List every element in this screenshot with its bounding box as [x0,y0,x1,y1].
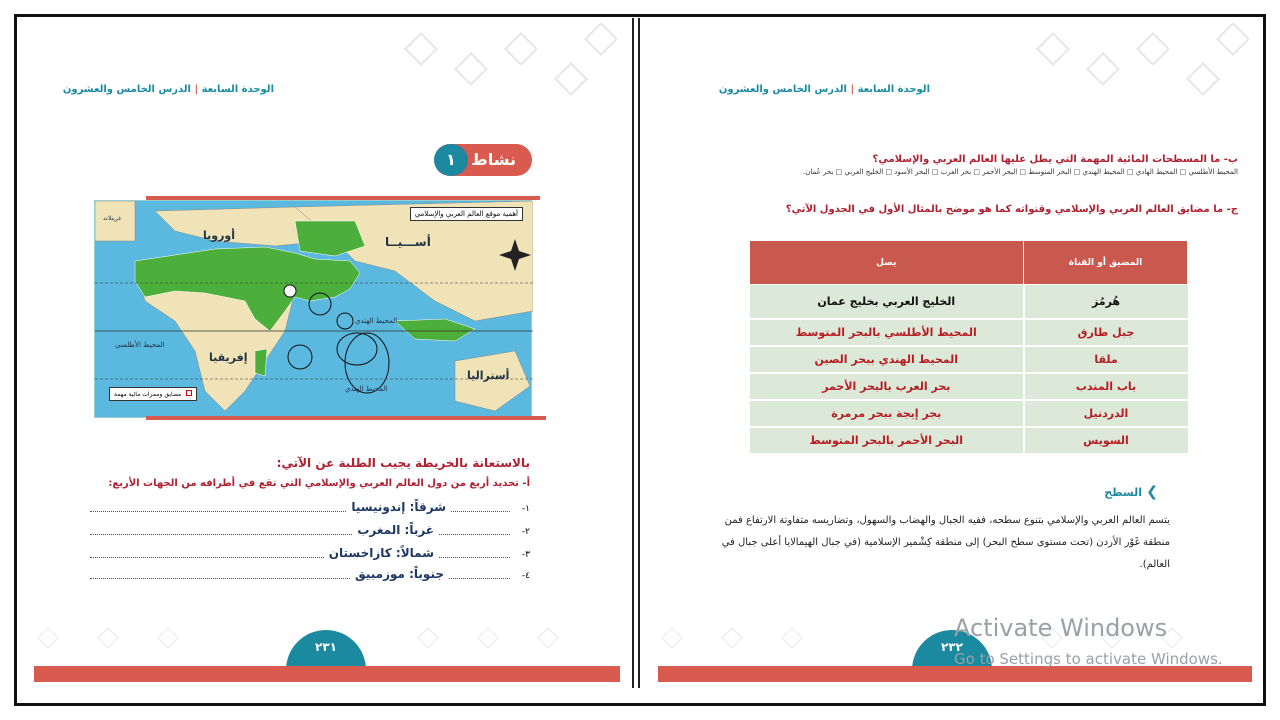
activity-number: ١ [434,144,468,176]
answer-value: شمالاً: كازاخستان [325,546,438,560]
label-australia: أستراليا [467,369,510,382]
activate-windows-title: Activate Windows [954,614,1168,642]
label-indian-ocean-2: المحيط الهندي [345,385,388,393]
surface-heading: السطح [1104,486,1142,499]
table-row [749,427,1188,454]
answer-number: ١- [521,504,530,514]
connects-cell: المحيط الهندي ببحر الصين [749,346,1024,373]
label-africa: إفريقيا [209,351,248,364]
unit-label: الوحدة السابعة [201,84,274,95]
surface-paragraph: يتسم العالم العربي والإسلامي بتنوع سطحه، ففيه الجبال والهضاب والسهول، وتضاريسه متفاوتة الارتفاع فمن منطقة غَوْر الأردن (تحت مستوى سطح البحر) إلى منطقة كِشْمير الإسلامية (في جبال الهيمالايا أعلى جبال في العالم). [721,515,1170,570]
page-header [63,84,274,95]
table-row [749,400,1188,427]
activity-label: نشاط [471,150,516,169]
straits-table [748,240,1188,455]
table-row [749,346,1188,373]
question-c: ج- ما مضايق العالم العربي والإسلامي وقنواته كما هو موضح بالمثال الأول في الجدول الآتي؟ [785,204,1238,215]
legend-text: مضايق وممرات مائية مهمة [114,391,182,398]
dotted-line [90,557,510,558]
footer-bar [34,666,620,682]
label-asia: أســـيــا [385,235,431,249]
map-bottom-bar [146,416,546,420]
dotted-line [90,534,510,535]
answer-line [90,502,530,520]
lesson-label: الدرس الخامس والعشرون [62,84,191,95]
table-row [749,319,1188,346]
strait-cell: باب المندب [1024,373,1188,400]
strait-cell: جبل طارق [1024,319,1188,346]
answer-number: ٤- [521,571,530,581]
answer-number: ٢- [521,527,530,537]
answer-value: غرباً: المغرب [353,523,438,537]
strait-cell: الدردنيل [1024,400,1188,427]
header-separator: | [194,84,199,95]
decorative-pattern [370,18,630,128]
answer-line [90,569,530,587]
question-title: بالاستعانة بالخريطة يجيب الطلبة عن الآتي: [276,456,530,470]
label-greenland: غرينلاند [103,215,122,222]
header-strait: المضيق أو القناة [1024,241,1188,285]
activate-windows-subtitle: Go to Settings to activate Windows. [954,650,1223,668]
page-number: ٢٣١ [286,630,366,674]
page-header [719,84,930,95]
answer-value: جنوباً: موزمبيق [351,567,448,581]
connects-cell: البحر الأحمر بالبحر المتوسط [749,427,1024,454]
strait-cell: هُرمُز [1024,285,1188,319]
strait-cell: السويس [1024,427,1188,454]
connects-cell: الخليج العربي بخليج عمان [749,285,1024,319]
world-map [94,200,532,418]
header-connects: يصل [749,241,1024,285]
table-row [749,373,1188,400]
strait-cell: ملقا [1024,346,1188,373]
question-b: ب- ما المسطحات المائية المهمة التي يطل عليها العالم العربي والإسلامي؟ [872,154,1238,165]
answer-number: ٣- [521,550,530,560]
page-gutter [632,18,640,688]
connects-cell: المحيط الأطلسي بالبحر المتوسط [749,319,1024,346]
unit-label: الوحدة السابعة [857,84,930,95]
answer-value: شرقاً: إندونيسيا [347,500,450,514]
legend-swatch [186,390,192,396]
header-separator: | [850,84,855,95]
decorative-pattern [1002,18,1262,128]
chevron-left-icon: ❮ [1146,484,1158,500]
connects-cell: بحر العرب بالبحر الأحمر [749,373,1024,400]
water-bodies-options: المحيط الأطلسي □ المحيط الهادي □ المحيط الهندي □ البحر المتوسط □ البحر الأحمر □ بحر العرب □ البحر الأسود □ الخليج العربي □ بحر عُمان. [803,168,1238,176]
page-number: ٢٣٢ [912,630,992,674]
footer-bar [658,666,1252,682]
table-row [749,285,1188,319]
left-page [18,18,630,688]
answer-line [90,548,530,566]
answer-line [90,525,530,543]
question-subtitle: أ- تحديد أربع من دول العالم العربي والإسلامي التي تقع في أطرافه من الجهات الأربع: [108,478,530,489]
activity-badge [434,144,532,176]
lesson-label: الدرس الخامس والعشرون [718,84,847,95]
right-page [642,18,1262,688]
map-title: أهمية موقع العالم العربي والإسلامي [410,207,523,221]
connects-cell: بجر إيجة ببحر مرمرة [749,400,1024,427]
label-atlantic: المحيط الأطلسي [115,341,165,349]
table-header-row [749,241,1188,285]
label-europe: أوروبا [203,229,236,242]
map-legend [109,387,197,401]
label-indian-ocean: المحيط الهندي [355,317,398,325]
